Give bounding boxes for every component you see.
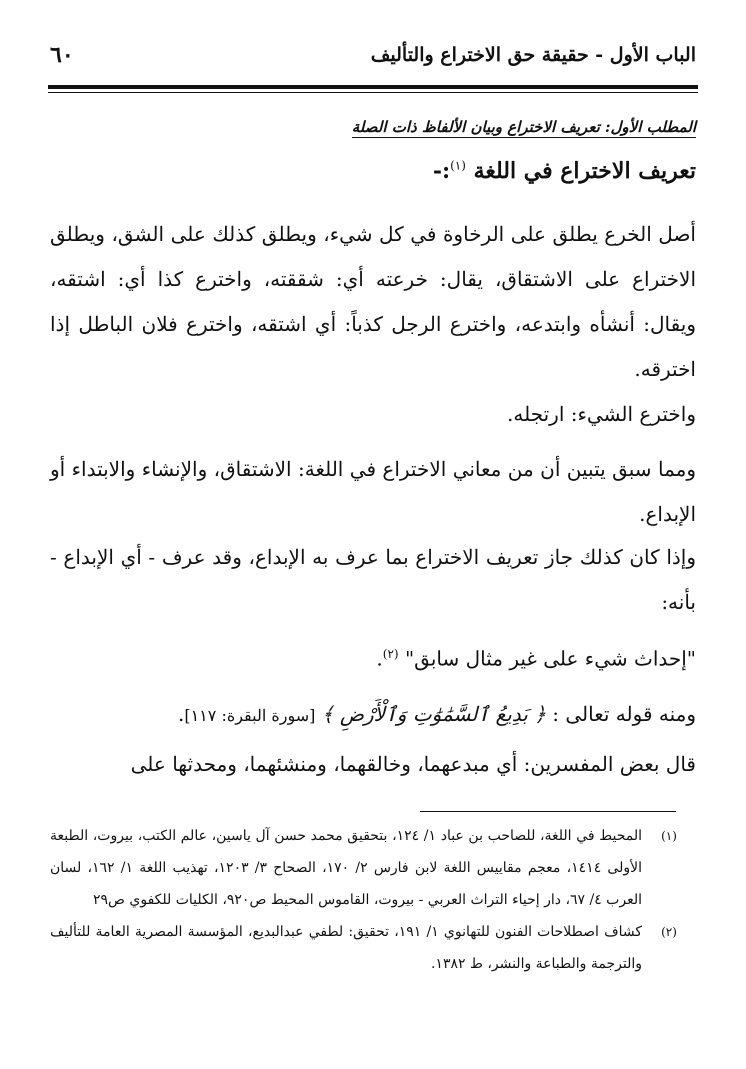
paragraph-summary: ومما سبق يتبين أن من معاني الاختراع في اللغة: الاشتقاق، والإنشاء والابتداء أو الإبداع. <box>50 457 696 526</box>
paragraph-quote <box>50 632 696 682</box>
paragraph-verse <box>50 692 696 738</box>
paragraph-commentary: قال بعض المفسرين: أي مبدعهما، وخالقهما، ومنشئهما، ومحدثها على <box>130 752 696 776</box>
footnote-ref-1: (١) <box>450 158 466 173</box>
chapter-title: الباب الأول - حقيقة حق الاختراع والتأليف <box>370 44 696 66</box>
paragraph-improvise: واخترع الشيء: ارتجله. <box>507 402 696 426</box>
footnote-separator <box>420 811 676 812</box>
sub-heading <box>433 158 696 184</box>
footnote-number: (١) <box>661 829 677 843</box>
section-heading: المطلب الأول: تعريف الاختراع وبيان الألفاظ ذات الصلة <box>351 118 696 136</box>
verse-intro: ومنه قوله تعالى : <box>552 702 696 726</box>
sub-heading-suffix: :- <box>432 158 451 184</box>
header-rule-thin <box>48 92 698 93</box>
verse-reference: [سورة البقرة: ١١٧] <box>184 706 316 725</box>
sub-heading-text: تعريف الاختراع في اللغة <box>473 158 696 184</box>
footnote-text: المحيط في اللغة، للصاحب بن عباد ١/ ١٢٤، بتحقيق محمد حسن آل ياسين، عالم الكتب، بيروت، الطبعة الأولى ١٤١٤، معجم مقاييس اللغة لابن فارس ٢/ ١٧٠، الصحاح ٣/ ١٢٠٣، تهذيب اللغة ١/ ١٦٢، لسان العرب ٤/ ٦٧، دار إحياء التراث العربي - بيروت، القاموس المحيط ص٩٢٠، الكليات للكفوي ص٢٩ <box>50 828 642 908</box>
footnote-number: (٢) <box>661 925 677 939</box>
footnote-ref-2: (٢) <box>382 647 399 661</box>
header-rule-thick <box>48 85 698 89</box>
footnote-text: كشاف اصطلاحات الفنون للتهانوي ١/ ١٩١، تحقيق: لطفي عبدالبديع، المؤسسة المصرية العامة للتأليف والترجمة والطباعة والنشر، ط ١٣٨٢. <box>50 924 642 972</box>
verse-end: . <box>177 702 185 726</box>
quote-text: "إحداث شيء على غير مثال سابق" <box>404 646 696 671</box>
footnote-2 <box>50 916 696 980</box>
paragraph-ibda: وإذا كان كذلك جاز تعريف الاختراع بما عرف به الإبداع، وقد عرف - أي الإبداع - بأنه: <box>50 545 696 614</box>
paragraph-definition: أصل الخرع يطلق على الرخاوة في كل شيء، ويطلق كذلك على الشق، ويطلق الاختراع على الاشتقاق، يقال: خرعته أي: شققته، واخترع كذا أي: اشتقه، ويقال: أنشأه وابتدعه، واخترع الرجل كذباً: أي اشتقه، واخترع فلان الباطل إذا اخترقه. <box>50 222 696 381</box>
footnote-1 <box>50 820 696 916</box>
running-header <box>50 30 696 80</box>
quote-end: . <box>376 646 383 671</box>
footnotes <box>50 820 696 980</box>
quran-verse: ﴿ بَدِيعُ ٱلسَّمَٰوَٰتِ وَٱلْأَرْضِ ﴾ <box>321 702 546 726</box>
page-number: ٦٠ <box>50 42 74 68</box>
